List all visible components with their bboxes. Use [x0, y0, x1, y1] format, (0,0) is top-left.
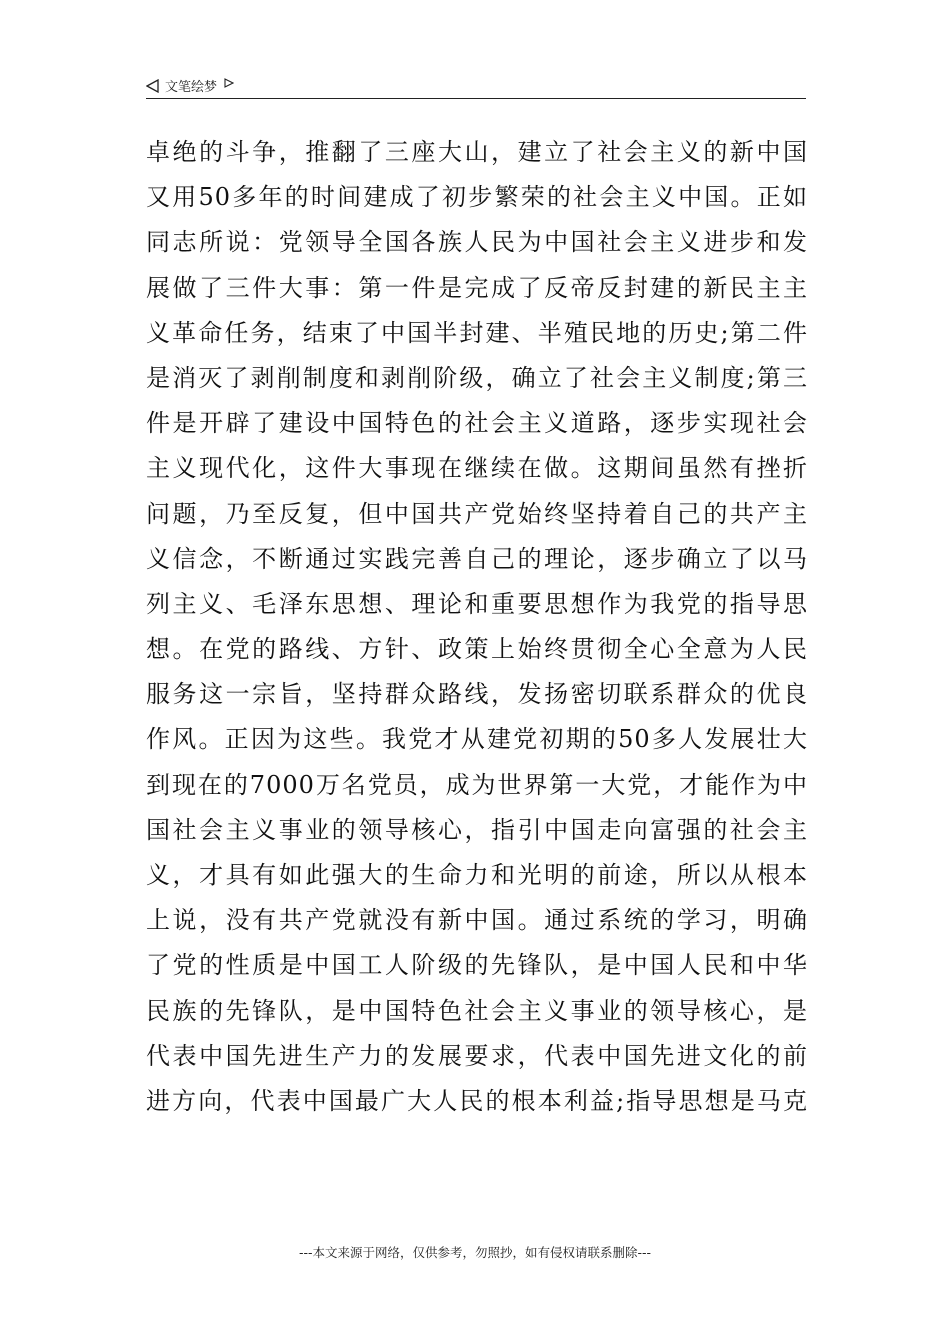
text-line: 作风。正因为这些。我党才从建党初期的50多人发展壮大	[146, 725, 808, 754]
header-brand	[146, 76, 234, 95]
text-line: 义革命任务，结束了中国半封建、半殖民地的历史;第二件	[146, 318, 808, 347]
text-line: 义，才具有如此强大的生命力和光明的前途，所以从根本	[146, 861, 808, 889]
text-line: 代表中国先进生产力的发展要求，代表中国先进文化的前	[146, 1041, 808, 1070]
page-header	[146, 74, 806, 99]
text-line: 进方向，代表中国最广大人民的根本利益;指导思想是马克	[146, 1086, 808, 1115]
body-text	[146, 130, 808, 1124]
text-line: 服务这一宗旨，坚持群众路线，发扬密切联系群众的优良	[146, 680, 808, 709]
text-line: 义信念，不断通过实践完善自己的理论，逐步确立了以马	[146, 544, 808, 573]
triangle-right-icon	[224, 78, 234, 88]
text-line: 到现在的7000万名党员，成为世界第一大党，才能作为中	[146, 770, 808, 799]
header-brand-text: 文笔绘梦	[165, 80, 218, 95]
text-line: 上说，没有共产党就没有新中国。通过系统的学习，明确	[146, 906, 808, 935]
text-line: 同志所说：党领导全国各族人民为中国社会主义进步和发	[146, 228, 808, 257]
text-line: 民族的先锋队，是中国特色社会主义事业的领导核心，是	[146, 996, 808, 1025]
text-line: 是消灭了剥削制度和剥削阶级，确立了社会主义制度;第三	[146, 363, 808, 392]
text-line: 卓绝的斗争，推翻了三座大山，建立了社会主义的新中国	[146, 138, 808, 166]
text-line: 了党的性质是中国工人阶级的先锋队，是中国人民和中华	[146, 951, 808, 980]
page-footer: ---本文来源于网络，仅供参考，勿照抄，如有侵权请联系删除---	[298, 1245, 652, 1260]
text-line: 又用50多年的时间建成了初步繁荣的社会主义中国。正如	[146, 183, 808, 212]
text-line: 展做了三件大事：第一件是完成了反帝反封建的新民主主	[146, 273, 808, 302]
text-line: 主义现代化，这件大事现在继续在做。这期间虽然有挫折	[146, 454, 808, 483]
text-line: 想。在党的路线、方针、政策上始终贯彻全心全意为人民	[146, 635, 808, 664]
text-line: 件是开辟了建设中国特色的社会主义道路，逐步实现社会	[146, 409, 808, 438]
text-line: 问题，乃至反复，但中国共产党始终坚持着自己的共产主	[146, 499, 808, 528]
triangle-left-icon	[146, 79, 160, 93]
text-line: 国社会主义事业的领导核心，指引中国走向富强的社会主	[146, 815, 808, 844]
text-line: 列主义、毛泽东思想、理论和重要思想作为我党的指导思	[146, 589, 808, 618]
